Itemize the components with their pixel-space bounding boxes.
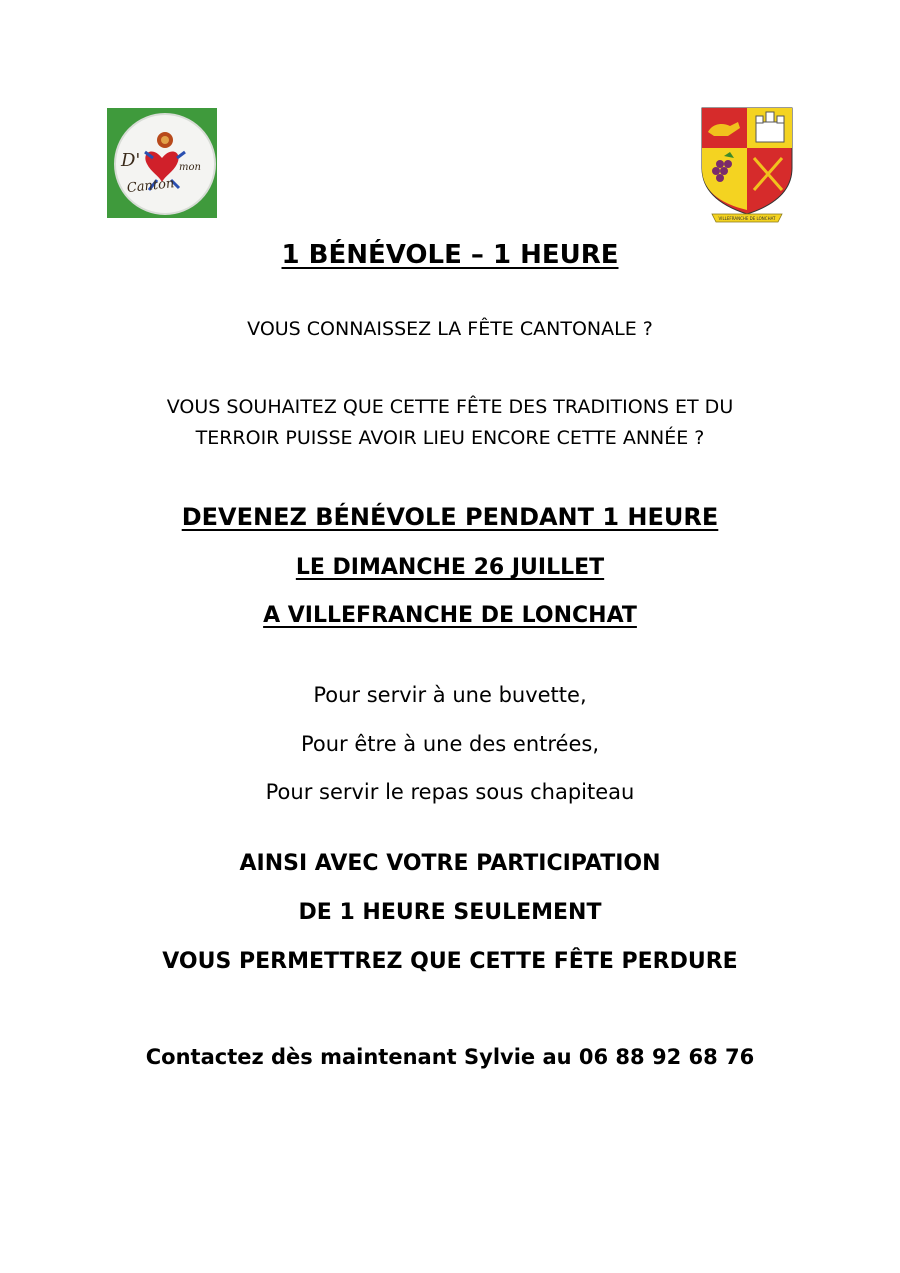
call-to-action: DEVENEZ BÉNÉVOLE PENDANT 1 HEURE: [181, 503, 719, 531]
contact-info: Contactez dès maintenant Sylvie au 06 88 92 68 76: [145, 1045, 755, 1069]
event-date: LE DIMANCHE 26 JUILLET: [295, 555, 605, 580]
logo-text-d: D': [121, 150, 141, 171]
participation-line: DE 1 HEURE SEULEMENT: [298, 900, 602, 925]
question-traditions-line-1: VOUS SOUHAITEZ QUE CETTE FÊTE DES TRADITIONS ET DU: [166, 396, 734, 418]
service-item: Pour servir le repas sous chapiteau: [265, 780, 635, 804]
coat-of-arms-logo: [698, 106, 796, 224]
event-place: A VILLEFRANCHE DE LONCHAT: [263, 603, 637, 628]
question-traditions-line-2: TERROIR PUISSE AVOIR LIEU ENCORE CETTE ANNÉE ?: [195, 427, 705, 449]
logo-text-mon: mon: [179, 162, 201, 173]
service-item: Pour servir à une buvette,: [313, 683, 587, 707]
poster-title: 1 BÉNÉVOLE – 1 HEURE: [281, 240, 619, 270]
participation-line: VOUS PERMETTREZ QUE CETTE FÊTE PERDURE: [162, 949, 738, 974]
coat-of-arms-motto: VILLEFRANCHE DE LONCHAT: [718, 216, 776, 221]
service-item: Pour être à une des entrées,: [300, 732, 600, 756]
participation-line: AINSI AVEC VOTRE PARTICIPATION: [239, 851, 661, 876]
question-traditions: [0, 392, 900, 454]
canton-festival-logo: [107, 108, 217, 218]
question-fete-cantonale: VOUS CONNAISSEZ LA FÊTE CANTONALE ?: [247, 318, 653, 340]
logo-text-canton: Canton: [126, 176, 175, 197]
